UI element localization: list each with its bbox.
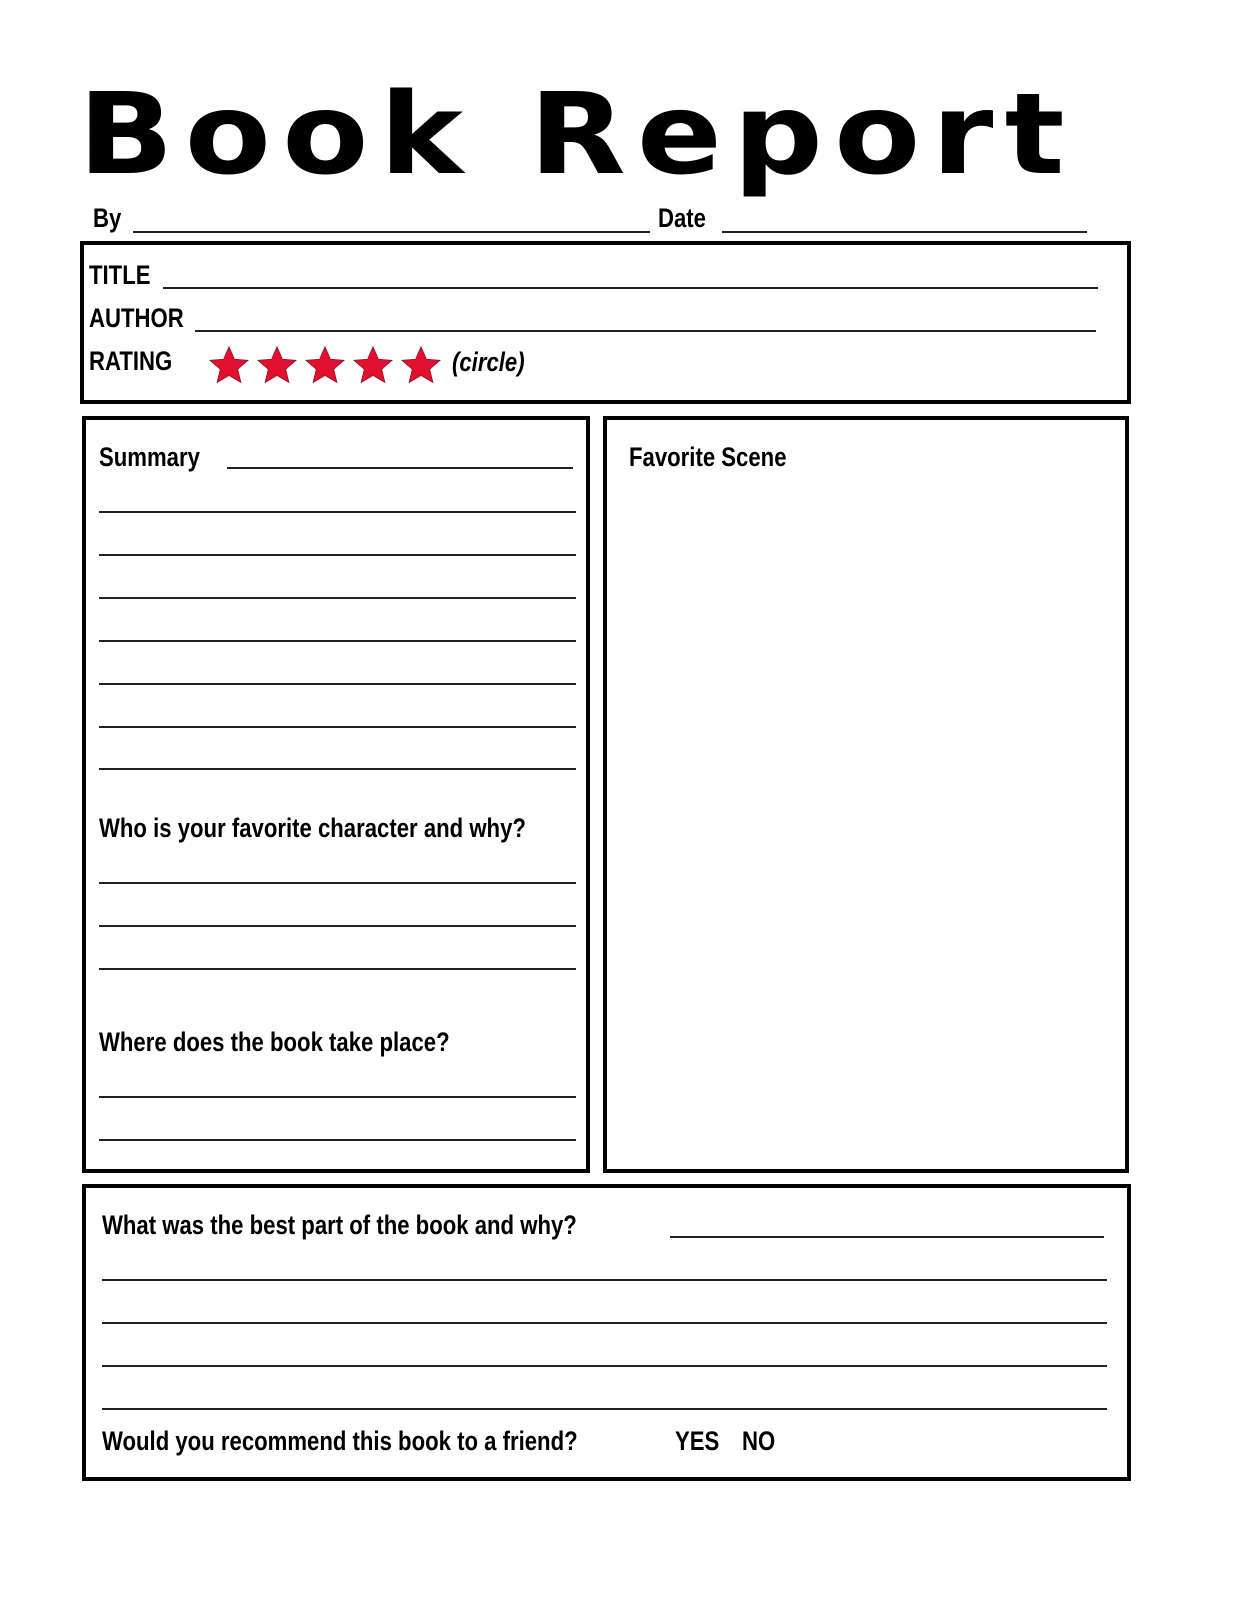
summary-line[interactable]: [99, 640, 576, 642]
summary-line[interactable]: [227, 467, 573, 469]
star-icon[interactable]: [400, 344, 442, 386]
best-part-answer-line[interactable]: [102, 1365, 1107, 1367]
best-part-line[interactable]: [670, 1236, 1104, 1238]
setting-answer-line[interactable]: [99, 1139, 576, 1141]
rating-label: RATING: [89, 346, 173, 376]
star-icon[interactable]: [352, 344, 394, 386]
star-icon[interactable]: [208, 344, 250, 386]
summary-line[interactable]: [99, 726, 576, 728]
favorite-scene-panel[interactable]: [603, 416, 1129, 1173]
summary-line[interactable]: [99, 683, 576, 685]
summary-line[interactable]: [99, 554, 576, 556]
date-field[interactable]: [722, 231, 1087, 233]
recommend-question: Would you recommend this book to a friend?: [102, 1426, 578, 1456]
left-panel: [82, 416, 590, 1173]
by-label: By: [93, 203, 122, 233]
summary-line[interactable]: [99, 768, 576, 770]
character-answer-line[interactable]: [99, 882, 576, 884]
title-field[interactable]: [163, 287, 1098, 289]
summary-line[interactable]: [99, 511, 576, 513]
page-title: Book Report: [78, 70, 1076, 200]
best-part-answer-line[interactable]: [102, 1279, 1107, 1281]
best-part-answer-line[interactable]: [102, 1322, 1107, 1324]
favorite-scene-label: Favorite Scene: [629, 442, 787, 472]
author-label: AUTHOR: [89, 303, 184, 333]
character-answer-line[interactable]: [99, 925, 576, 927]
date-label: Date: [658, 203, 706, 233]
summary-line[interactable]: [99, 597, 576, 599]
setting-question: Where does the book take place?: [99, 1027, 450, 1057]
setting-answer-line[interactable]: [99, 1096, 576, 1098]
by-field[interactable]: [133, 231, 650, 233]
title-label: TITLE: [89, 260, 151, 290]
yes-option[interactable]: YES: [675, 1426, 720, 1456]
rating-stars[interactable]: [208, 344, 442, 386]
author-field[interactable]: [195, 330, 1096, 332]
summary-label: Summary: [99, 442, 200, 472]
best-part-question: What was the best part of the book and why?: [102, 1210, 577, 1240]
no-option[interactable]: NO: [742, 1426, 776, 1456]
star-icon[interactable]: [304, 344, 346, 386]
star-icon[interactable]: [256, 344, 298, 386]
best-part-answer-line[interactable]: [102, 1408, 1107, 1410]
character-question: Who is your favorite character and why?: [99, 813, 526, 843]
character-answer-line[interactable]: [99, 968, 576, 970]
rating-note: (circle): [452, 347, 525, 377]
